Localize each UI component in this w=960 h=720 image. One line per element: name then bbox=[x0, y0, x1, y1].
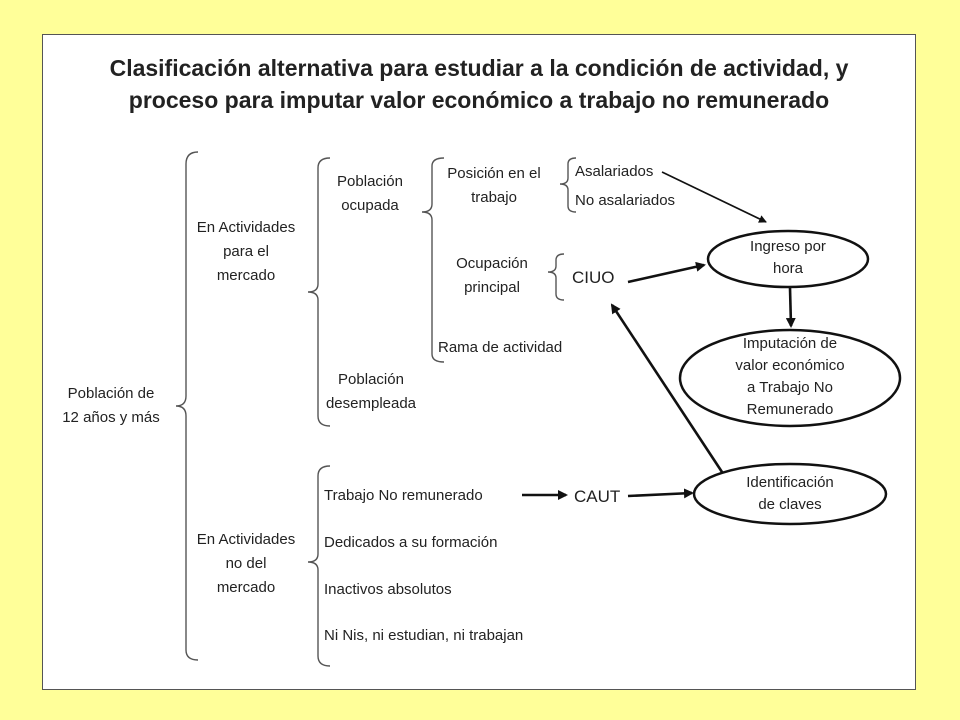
imputacion-line-3: a Trabajo No bbox=[747, 379, 833, 396]
desempleada-line-2: desempleada bbox=[325, 395, 417, 412]
desempleada-line-1: Población bbox=[338, 371, 404, 388]
root-line-1: Población de bbox=[67, 385, 155, 402]
ingreso-node bbox=[718, 236, 858, 280]
asalariados-node: Asalariados bbox=[575, 163, 654, 180]
imputacion-line-4: Remunerado bbox=[746, 401, 834, 418]
no-mercado-node bbox=[186, 528, 306, 600]
mercado-line-2: para el bbox=[223, 243, 269, 260]
root-line-2: 12 años y más bbox=[62, 409, 160, 426]
mercado-line-3: mercado bbox=[216, 267, 276, 284]
ingreso-to-imputacion-arrow bbox=[790, 288, 791, 326]
no-mercado-line-2: no del bbox=[225, 555, 267, 572]
ocupacion-line-1: Ocupación bbox=[456, 255, 528, 272]
root-node bbox=[52, 382, 170, 430]
caut-to-identificacion-arrow bbox=[628, 493, 692, 496]
ocupada-line-2: ocupada bbox=[341, 197, 399, 214]
rama-node: Rama de actividad bbox=[438, 339, 563, 356]
identificacion-node bbox=[710, 472, 870, 516]
mercado-line-1: En Actividades bbox=[196, 219, 296, 236]
ocupacion-brace bbox=[548, 254, 564, 300]
ciuo-to-ingreso-arrow bbox=[628, 265, 704, 282]
caut-label: CAUT bbox=[574, 487, 621, 506]
no-asalariados-node: No asalariados bbox=[575, 192, 676, 209]
identificacion-line-2: de claves bbox=[758, 496, 822, 513]
ocupacion-node bbox=[440, 252, 544, 300]
identificacion-line-1: Identificación bbox=[746, 474, 834, 491]
formacion-item: Dedicados a su formación bbox=[324, 534, 498, 551]
ocupacion-line-2: principal bbox=[464, 279, 520, 296]
imputacion-line-1: Imputación de bbox=[742, 335, 838, 352]
posicion-brace bbox=[560, 158, 576, 212]
no-mercado-line-3: mercado bbox=[216, 579, 276, 596]
posicion-line-2: trabajo bbox=[471, 189, 517, 206]
asalariados-to-ingreso-arrow bbox=[662, 172, 766, 222]
inactivos-item: Inactivos absolutos bbox=[324, 581, 452, 598]
mercado-node bbox=[186, 216, 306, 288]
ingreso-line-2: hora bbox=[772, 260, 804, 277]
title-line-1: Clasificación alternativa para estudiar a la condición de actividad, y bbox=[109, 55, 849, 81]
imputacion-line-2: valor económico bbox=[735, 357, 845, 374]
no-mercado-line-1: En Actividades bbox=[196, 531, 296, 548]
ocupada-node bbox=[320, 170, 420, 218]
ninis-item: Ni Nis, ni estudian, ni trabajan bbox=[324, 627, 524, 644]
posicion-line-1: Posición en el bbox=[447, 165, 541, 182]
ingreso-line-1: Ingreso por bbox=[750, 238, 826, 255]
title-line-2: proceso para imputar valor económico a trabajo no remunerado bbox=[128, 87, 830, 113]
desempleada-node bbox=[312, 368, 430, 416]
imputacion-node bbox=[700, 333, 880, 421]
posicion-node bbox=[436, 162, 552, 210]
ocupada-line-1: Población bbox=[337, 173, 403, 190]
ciuo-label: CIUO bbox=[572, 268, 615, 287]
trabajo-no-remunerado-item: Trabajo No remunerado bbox=[324, 487, 483, 504]
